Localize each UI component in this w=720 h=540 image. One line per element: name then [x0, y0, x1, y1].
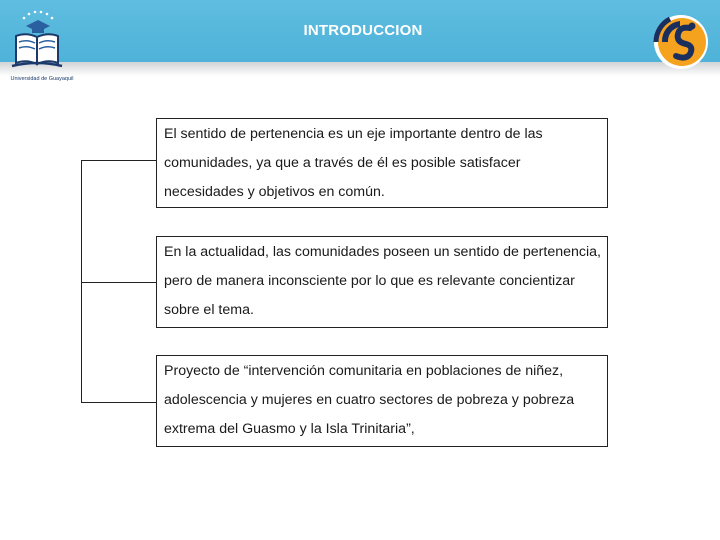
- header-shadow: [0, 62, 720, 76]
- university-logo: [4, 6, 74, 84]
- text-box-actualidad: En la actualidad, las comunidades poseen un sentido de pertenencia, pero de manera inconsciente por lo que es relevante concientizar sobre el tema.: [156, 236, 608, 328]
- page-title: INTRODUCCION: [303, 22, 423, 39]
- connector-middle-line: [81, 282, 157, 283]
- text-box-proyecto: Proyecto de “intervención comunitaria en poblaciones de niñez, adolescencia y mujeres en cuatro sectores de pobreza y pobreza extrema del Guasmo y la Isla Trinitaria”,: [156, 355, 608, 447]
- university-book-logo-icon: [4, 6, 70, 72]
- text-box-pertenencia: El sentido de pertenencia es un eje importante dentro de las comunidades, ya que a través de él es posible satisfacer necesidades y objetivos en común.: [156, 118, 608, 208]
- circular-s-emblem-icon: [650, 12, 712, 72]
- right-logo: [650, 12, 712, 72]
- university-logo-caption: Universidad de Guayaquil: [10, 76, 74, 82]
